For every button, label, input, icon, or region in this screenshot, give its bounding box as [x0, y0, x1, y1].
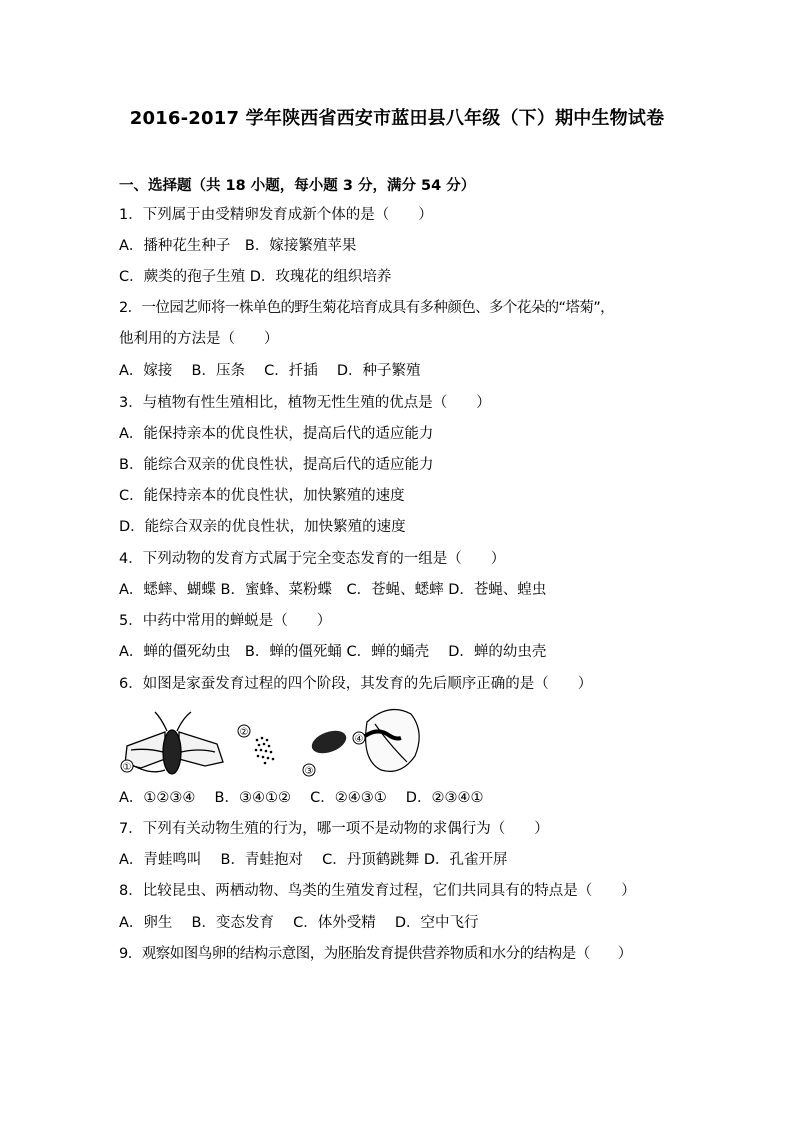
moth-image [122, 712, 223, 774]
q1-options-ab: A．播种花生种子 B．嫁接繁殖苹果 [119, 238, 357, 254]
q1-options-cd: C．蕨类的孢子生殖 D．玫瑰花的组织培养 [119, 269, 392, 285]
q3-option-d: D．能综合双亲的优良性状，加快繁殖的速度 [119, 519, 406, 535]
q4-options: A．蟋蟀、蝴蝶 B．蜜蜂、菜粉蝶 C．苍蝇、蟋蟀 D．苍蝇、蝗虫 [119, 582, 547, 598]
q3-option-b: B．能综合双亲的优良性状，提高后代的适应能力 [119, 457, 434, 473]
question-2: 2．一位园艺师将一株单色的野生菊花培育成具有多种颜色、多个花朵的“塔菊”， [119, 300, 615, 316]
q3-option-a: A．能保持亲本的优良性状，提高后代的适应能力 [119, 426, 434, 442]
question-5: 5．中药中常用的蝉蜕是（ ） [119, 613, 332, 629]
question-1: 1．下列属于由受精卵发育成新个体的是（ ） [119, 207, 433, 223]
question-2-cont: 他利用的方法是（ ） [119, 331, 279, 347]
label-4: ④ [354, 734, 364, 745]
section-heading: 一、选择题（共 18 小题，每小题 3 分，满分 54 分） [119, 178, 476, 194]
pupa-image [309, 726, 350, 757]
question-3: 3．与植物有性生殖相比，植物无性生殖的优点是（ ） [119, 395, 491, 411]
q3-option-c: C．能保持亲本的优良性状，加快繁殖的速度 [119, 488, 405, 504]
question-4: 4．下列动物的发育方式属于完全变态发育的一组是（ ） [119, 551, 506, 567]
question-8: 8．比较昆虫、两栖动物、鸟类的生殖发育过程，它们共同具有的特点是（ ） [119, 883, 636, 899]
label-1: ① [122, 762, 132, 773]
q6-options: A．①②③④ B．③④①② C．②④③① D．②③④① [119, 790, 484, 806]
page-title: 2016-2017 学年陕西省西安市蓝田县八年级（下）期中生物试卷 [129, 108, 665, 129]
label-3: ③ [304, 766, 314, 777]
larva-on-leaf-image [365, 710, 419, 772]
q7-options: A．青蛙鸣叫 B．青蛙抱对 C．丹顶鹤跳舞 D．孔雀开屏 [119, 852, 508, 868]
eggs-image [255, 737, 275, 765]
question-9: 9．观察如图鸟卵的结构示意图，为胚胎发育提供营养物质和水分的结构是（ ） [119, 946, 632, 962]
silkworm-stages-figure [119, 704, 429, 780]
q8-options: A．卵生 B．变态发育 C．体外受精 D．空中飞行 [119, 915, 479, 931]
question-7: 7．下列有关动物生殖的行为，哪一项不是动物的求偶行为（ ） [119, 821, 549, 837]
question-6: 6．如图是家蚕发育过程的四个阶段，其发育的先后顺序正确的是（ ） [119, 676, 593, 692]
q5-options: A．蝉的僵死幼虫 B．蝉的僵死蛹 C．蝉的蛹壳 D．蝉的幼虫壳 [119, 644, 547, 660]
label-2: ② [239, 727, 249, 738]
q2-options: A．嫁接 B．压条 C．扦插 D．种子繁殖 [119, 363, 421, 379]
